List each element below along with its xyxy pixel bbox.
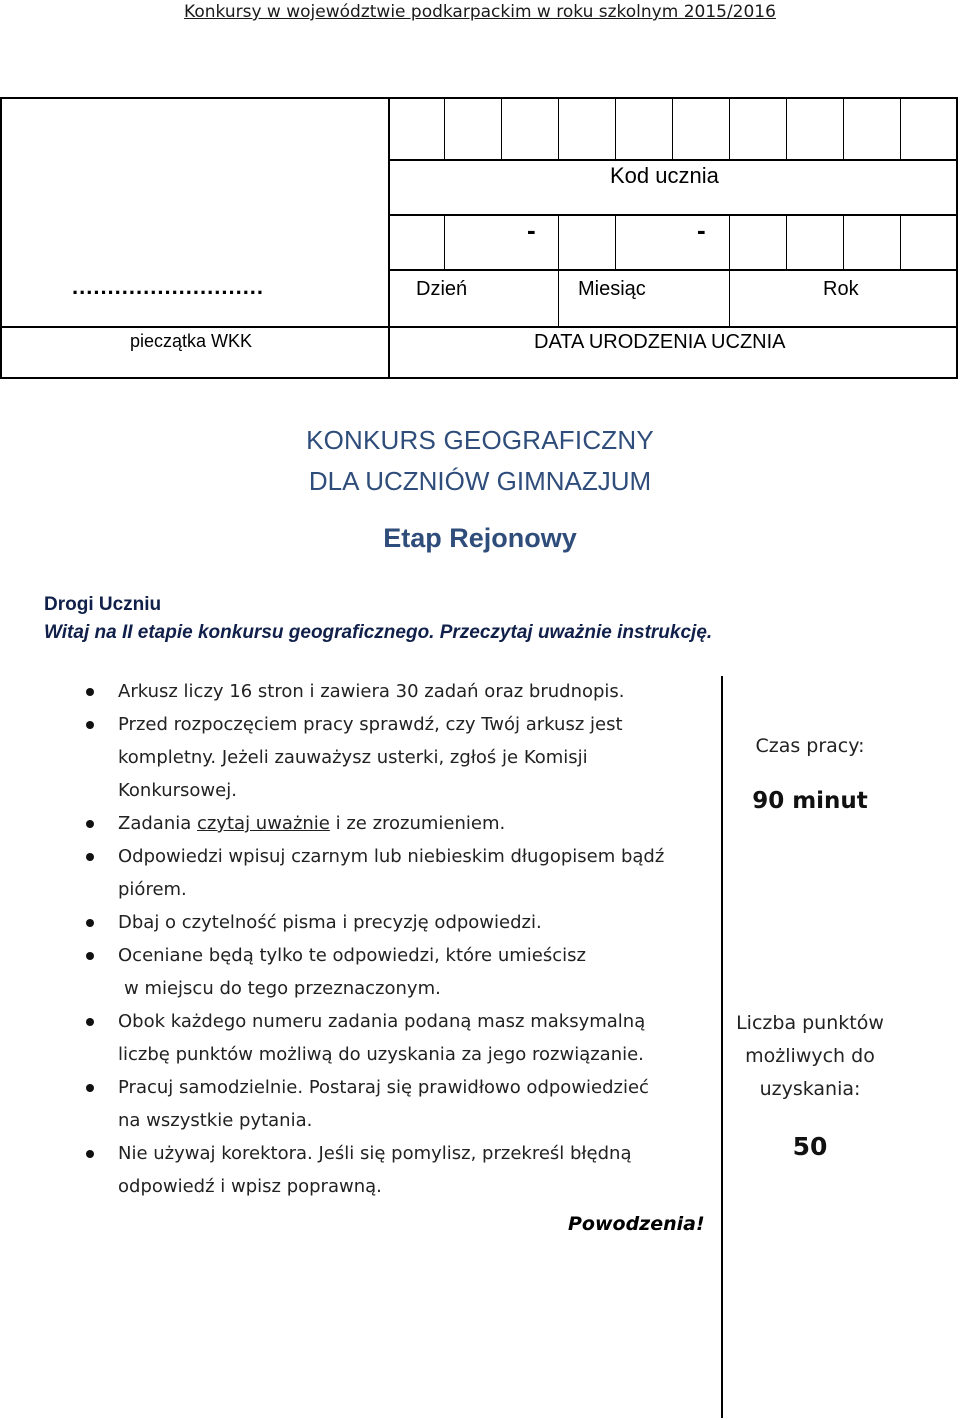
bullet-icon xyxy=(86,820,94,828)
instructions-list xyxy=(80,675,720,1203)
month-label: Miesiąc xyxy=(578,278,646,300)
bullet-icon xyxy=(86,1018,94,1026)
list-item: Zadania czytaj uważnie i ze zrozumieniem. xyxy=(80,807,720,840)
date-dash-2: - xyxy=(697,215,706,245)
closing-text: Powodzenia! xyxy=(568,1213,705,1235)
contest-title: KONKURS GEOGRAFICZNY xyxy=(306,425,654,455)
points-label-line2: możliwych do xyxy=(745,1045,875,1067)
stage-title: Etap Rejonowy xyxy=(383,523,577,553)
points-label-line3: uzyskania: xyxy=(759,1078,861,1100)
greeting: Drogi Uczniu xyxy=(44,594,162,615)
birth-date-label: DATA URODZENIA UCZNIA xyxy=(534,331,786,353)
bullet-icon xyxy=(86,1150,94,1158)
stamp-dots: ........................... xyxy=(72,274,265,299)
points-label-line1: Liczba punktów xyxy=(736,1012,884,1034)
stamp-label: pieczątka WKK xyxy=(130,331,253,351)
year-label: Rok xyxy=(823,278,859,300)
welcome-text: Witaj na II etapie konkursu geograficznego. Przeczytaj uważnie instrukcję. xyxy=(44,622,713,643)
bullet-icon xyxy=(86,853,94,861)
contest-subtitle: DLA UCZNIÓW GIMNAZJUM xyxy=(308,466,652,496)
list-item: Przed rozpoczęciem pracy sprawdź, czy Twój arkusz jest kompletny. Jeżeli zauważysz usterki, zgłoś je Komisji Konkursowej. xyxy=(80,708,720,807)
list-item: Odpowiedzi wpisuj czarnym lub niebieskim długopisem bądź piórem. xyxy=(80,840,720,906)
list-item: Pracuj samodzielnie. Postaraj się prawidłowo odpowiedzieć na wszystkie pytania. xyxy=(80,1071,720,1137)
points-value: 50 xyxy=(792,1132,828,1161)
list-item: Obok każdego numeru zadania podaną masz maksymalną liczbę punktów możliwą do uzyskania za jego rozwiązanie. xyxy=(80,1005,720,1071)
time-value: 90 minut xyxy=(752,788,868,814)
bullet-icon xyxy=(86,919,94,927)
day-label: Dzień xyxy=(416,278,468,300)
bullet-icon xyxy=(86,1084,94,1092)
header-title[interactable]: Konkursy w województwie podkarpackim w roku szkolnym 2015/2016 xyxy=(184,2,776,22)
list-item: Arkusz liczy 16 stron i zawiera 30 zadań oraz brudnopis. xyxy=(80,675,720,708)
bullet-icon xyxy=(86,952,94,960)
bullet-icon xyxy=(86,688,94,696)
sidebar-divider xyxy=(721,676,723,1418)
list-item: Dbaj o czytelność pisma i precyzję odpowiedzi. xyxy=(80,906,720,939)
bullet-icon xyxy=(86,721,94,729)
time-label: Czas pracy: xyxy=(755,735,865,757)
date-dash-1: - xyxy=(527,215,536,245)
student-code-label: Kod ucznia xyxy=(610,163,719,188)
list-item: Nie używaj korektora. Jeśli się pomylisz, przekreśl błędną odpowiedź i wpisz poprawną. xyxy=(80,1137,720,1203)
list-item: Oceniane będą tylko te odpowiedzi, które umieścisz w miejscu do tego przeznaczonym. xyxy=(80,939,720,1005)
